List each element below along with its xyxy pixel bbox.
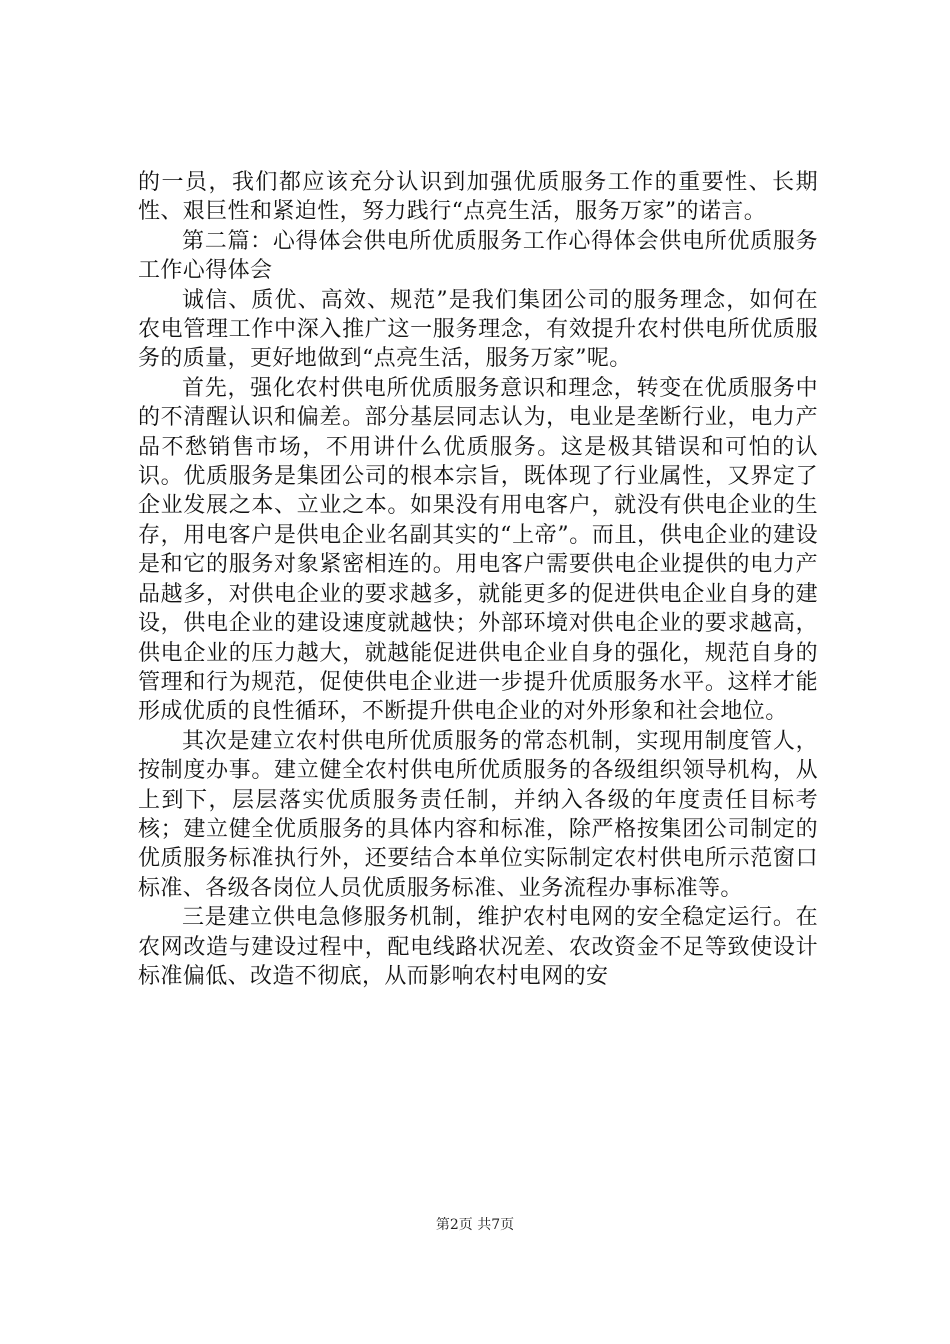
page-footer xyxy=(0,1216,950,1234)
paragraph-first-point: 首先，强化农村供电所优质服务意识和理念，转变在优质服务中的不清醒认识和偏差。部分基层同志认为，电业是垄断行业，电力产品不愁销售市场，不用讲什么优质服务。这是极其错误和可怕的认识。优质服务是集团公司的根本宗旨，既体现了行业属性，又界定了企业发展之本、立业之本。如果没有用电客户，就没有供电企业的生存，用电客户是供电企业名副其实的“上帝”。而且，供电企业的建设是和它的服务对象紧密相连的。用电客户需要供电企业提供的电力产品越多，对供电企业的要求越多，就能更多的促进供电企业自身的建设，供电企业的建设速度就越快；外部环境对供电企业的要求越高，供电企业的压力越大，就越能促进供电企业自身的强化，规范自身的管理和行为规范，促使供电企业进一步提升优质服务水平。这样才能形成优质的良性循环，不断提升供电企业的对外形象和社会地位。 xyxy=(138,375,818,725)
page-number-label: 第2页 共7页 xyxy=(435,1217,515,1233)
paragraph-continuation: 的一员，我们都应该充分认识到加强优质服务工作的重要性、长期性、艰巨性和紧迫性，努力践行“点亮生活，服务万家”的诺言。 xyxy=(138,170,818,225)
paragraph-second-point: 其次是建立农村供电所优质服务的常态机制，实现用制度管人，按制度办事。建立健全农村供电所优质服务的各级组织领导机构，从上到下，层层落实优质服务责任制，并纳入各级的年度责任目标考核；建立健全优质服务的具体内容和标准，除严格按集团公司制定的优质服务标准执行外，还要结合本单位实际制定农村供电所示范窗口标准、各级各岗位人员优质服务标准、业务流程办事标准等。 xyxy=(138,728,818,901)
paragraph-service-philosophy: 诚信、质优、高效、规范”是我们集团公司的服务理念，如何在农电管理工作中深入推广这一服务理念，有效提升农村供电所优质服务的质量，更好地做到“点亮生活，服务万家”呢。 xyxy=(138,287,818,372)
paragraph-third-point: 三是建立供电急修服务机制，维护农村电网的安全稳定运行。在农网改造与建设过程中，配电线路状况差、农改资金不足等致使设计标准偏低、改造不彻底，从而影响农村电网的安 xyxy=(138,905,818,989)
section-heading: 第二篇：心得体会供电所优质服务工作心得体会供电所优质服务工作心得体会 xyxy=(138,228,818,284)
document-body xyxy=(138,168,818,991)
